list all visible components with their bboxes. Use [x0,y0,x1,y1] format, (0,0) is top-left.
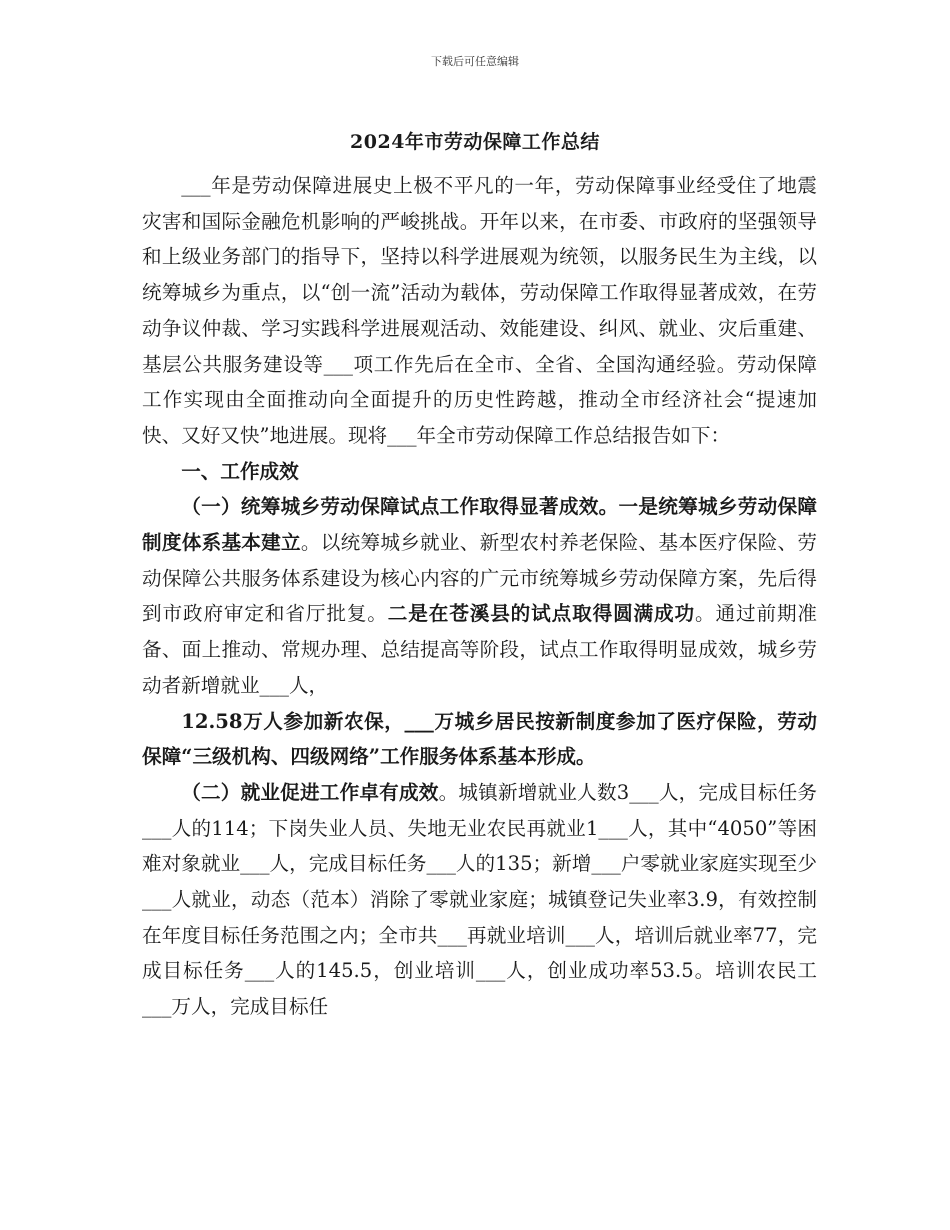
paragraph-text: 。通过前期准备、面上推动、常规办理、总结提高等阶段，试点工作取得明显成效，城乡劳动者新增就业___人， [142,602,818,697]
paragraph-text: 。以统筹城乡就业、新型农村养老保险、基本医疗保险、劳动保障公共服务体系建设为核心内容的广元市统筹城乡劳动保障方案，先后得到市政府审定和省厅批复。 [142,531,818,626]
paragraph-text: 。城镇新增就业人数3___人，完成目标任务___人的114；下岗失业人员、失地无业农民再就业1___人，其中“4050”等困难对象就业___人，完成目标任务___人的135；新增___户零就业家庭实现至少___人就业，动态（范本）消除了零就业家庭；城镇登记失业率3.9，有效控制在年度目标任务范围之内；全市共___再就业培训___人，培训后就业率77，完成目标任务___人的145.5，创业培训___人，创业成功率53.5。培训农民工___万人，完成目标任 [142,780,818,1019]
paragraph-bold-point: 二是在苍溪县的试点取得圆满成功 [387,602,696,626]
paragraph-lead-bold: （二）就业促进工作卓有成效 [181,780,439,804]
paragraph-lead-bold: （一）统筹城乡劳动保障试点工作取得显著成效。一是统筹城乡劳动保障制度体系基本建立 [142,495,817,555]
document-title: 2024年市劳动保障工作总结 [350,131,600,153]
paragraph-pilot-work [142,489,817,703]
paragraph-bold-text: 12.58万人参加新农保，___万城乡居民按新制度参加了医疗保险，劳动保障“三级机构、四级网络”工作服务体系基本形成。 [142,709,817,769]
section-heading-work-results: 一、工作成效 [181,459,299,483]
paragraph-new-rural-insurance [142,704,817,775]
paragraph-employment-promotion [142,775,817,1025]
intro-paragraph: ___年是劳动保障进展史上极不平凡的一年，劳动保障事业经受住了地震灾害和国际金融危机影响的严峻挑战。开年以来，在市委、市政府的坚强领导和上级业务部门的指导下，坚持以科学进展观为统领，以服务民生为主线，以统筹城乡为重点，以“创一流”活动为载体，劳动保障工作取得显著成效，在劳动争议仲裁、学习实践科学进展观活动、效能建设、纠风、就业、灾后重建、基层公共服务建设等___项工作先后在全市、全省、全国沟通经验。劳动保障工作实现由全面推动向全面提升的历史性跨越，推动全市经济社会“提速加快、又好又快”地进展。现将___年全市劳动保障工作总结报告如下： [142,174,817,447]
document-body [142,168,817,1025]
header-note: 下载后可任意编辑 [431,55,519,68]
